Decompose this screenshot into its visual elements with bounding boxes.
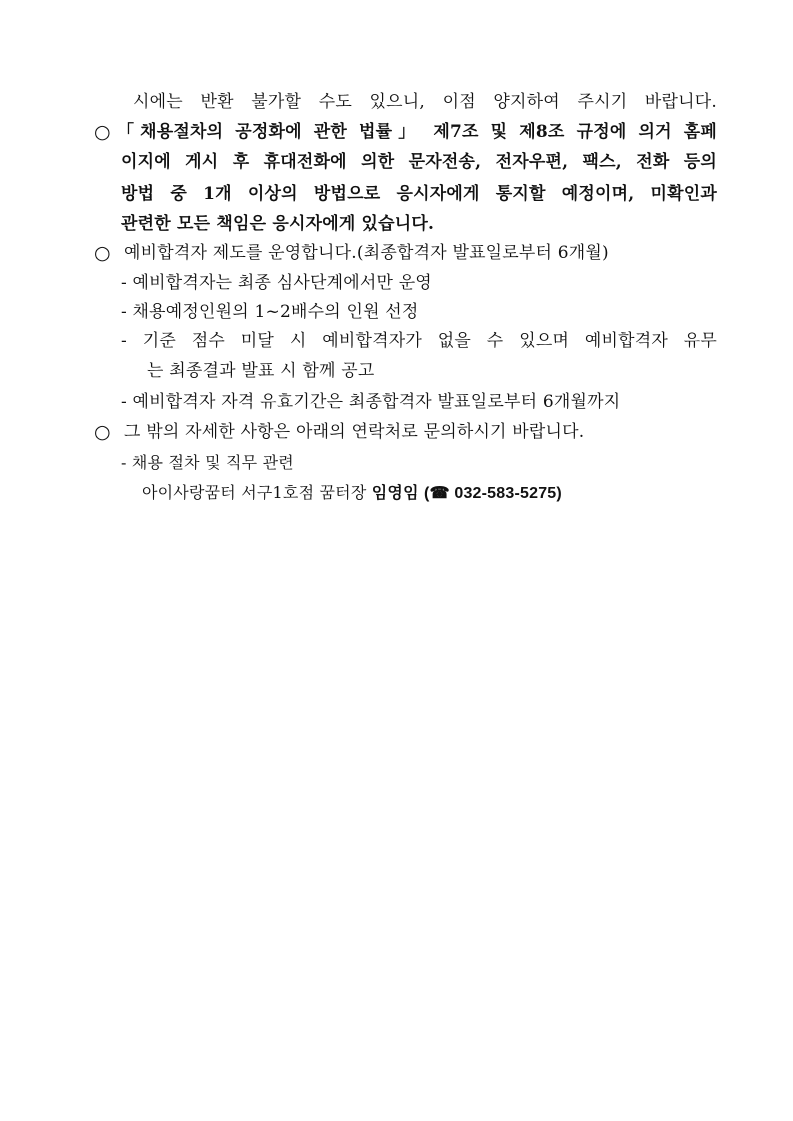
contact-phone: (☎ 032-583-5275) (424, 485, 562, 502)
bullet-circle-2: ○ (94, 242, 111, 264)
contact-name: 임영임 (371, 483, 419, 502)
section2-item-2: - 채용예정인원의 1~2배수의 인원 선정 (121, 302, 419, 322)
bullet-circle-1: ○ (94, 121, 111, 143)
paragraph-text: 시에는 반환 불가할 수도 있으니, 이점 양지하여 주시기 바랍니다. (133, 92, 717, 112)
section1-line-3 (121, 180, 717, 208)
section2-item-4: - 예비합격자 자격 유효기간은 최종합격자 발표일로부터 6개월까지 (121, 392, 621, 412)
contact-line (142, 479, 562, 507)
section3-title: 그 밖의 자세한 사항은 아래의 연락처로 문의하시기 바랍니다. (124, 422, 585, 442)
section1-line-4: 관련한 모든 책임은 응시자에게 있습니다. (121, 214, 435, 234)
section3-sub: - 채용 절차 및 직무 관련 (121, 453, 294, 472)
section2-item-3-cont: 는 최종결과 발표 시 함께 공고 (147, 361, 375, 381)
section1-text-1: 「채용절차의 공정화에 관한 법률」 제7조 및 제8조 규정에 의거 홈페 (117, 122, 717, 142)
section2-item-3-text: - 기준 점수 미달 시 예비합격자가 없을 수 있으며 예비합격자 유무 (121, 331, 717, 351)
contact-org: 아이사랑꿈터 서구1호점 꿈터장 (142, 483, 367, 502)
section2-item-1: - 예비합격자는 최종 심사단계에서만 운영 (121, 273, 432, 293)
paragraph-continuation (133, 88, 717, 116)
section1-line-2 (121, 148, 717, 176)
bullet-circle-3: ○ (94, 421, 111, 443)
section1-text-3: 방법 중 1개 이상의 방법으로 응시자에게 통지할 예정이며, 미확인과 (121, 184, 717, 204)
section1-text-2: 이지에 게시 후 휴대전화에 의한 문자전송, 전자우편, 팩스, 전화 등의 (121, 152, 717, 172)
section2-title: 예비합격자 제도를 운영합니다.(최종합격자 발표일로부터 6개월) (124, 243, 609, 263)
section2-item-3 (121, 327, 717, 355)
section1-line-1 (117, 118, 717, 146)
